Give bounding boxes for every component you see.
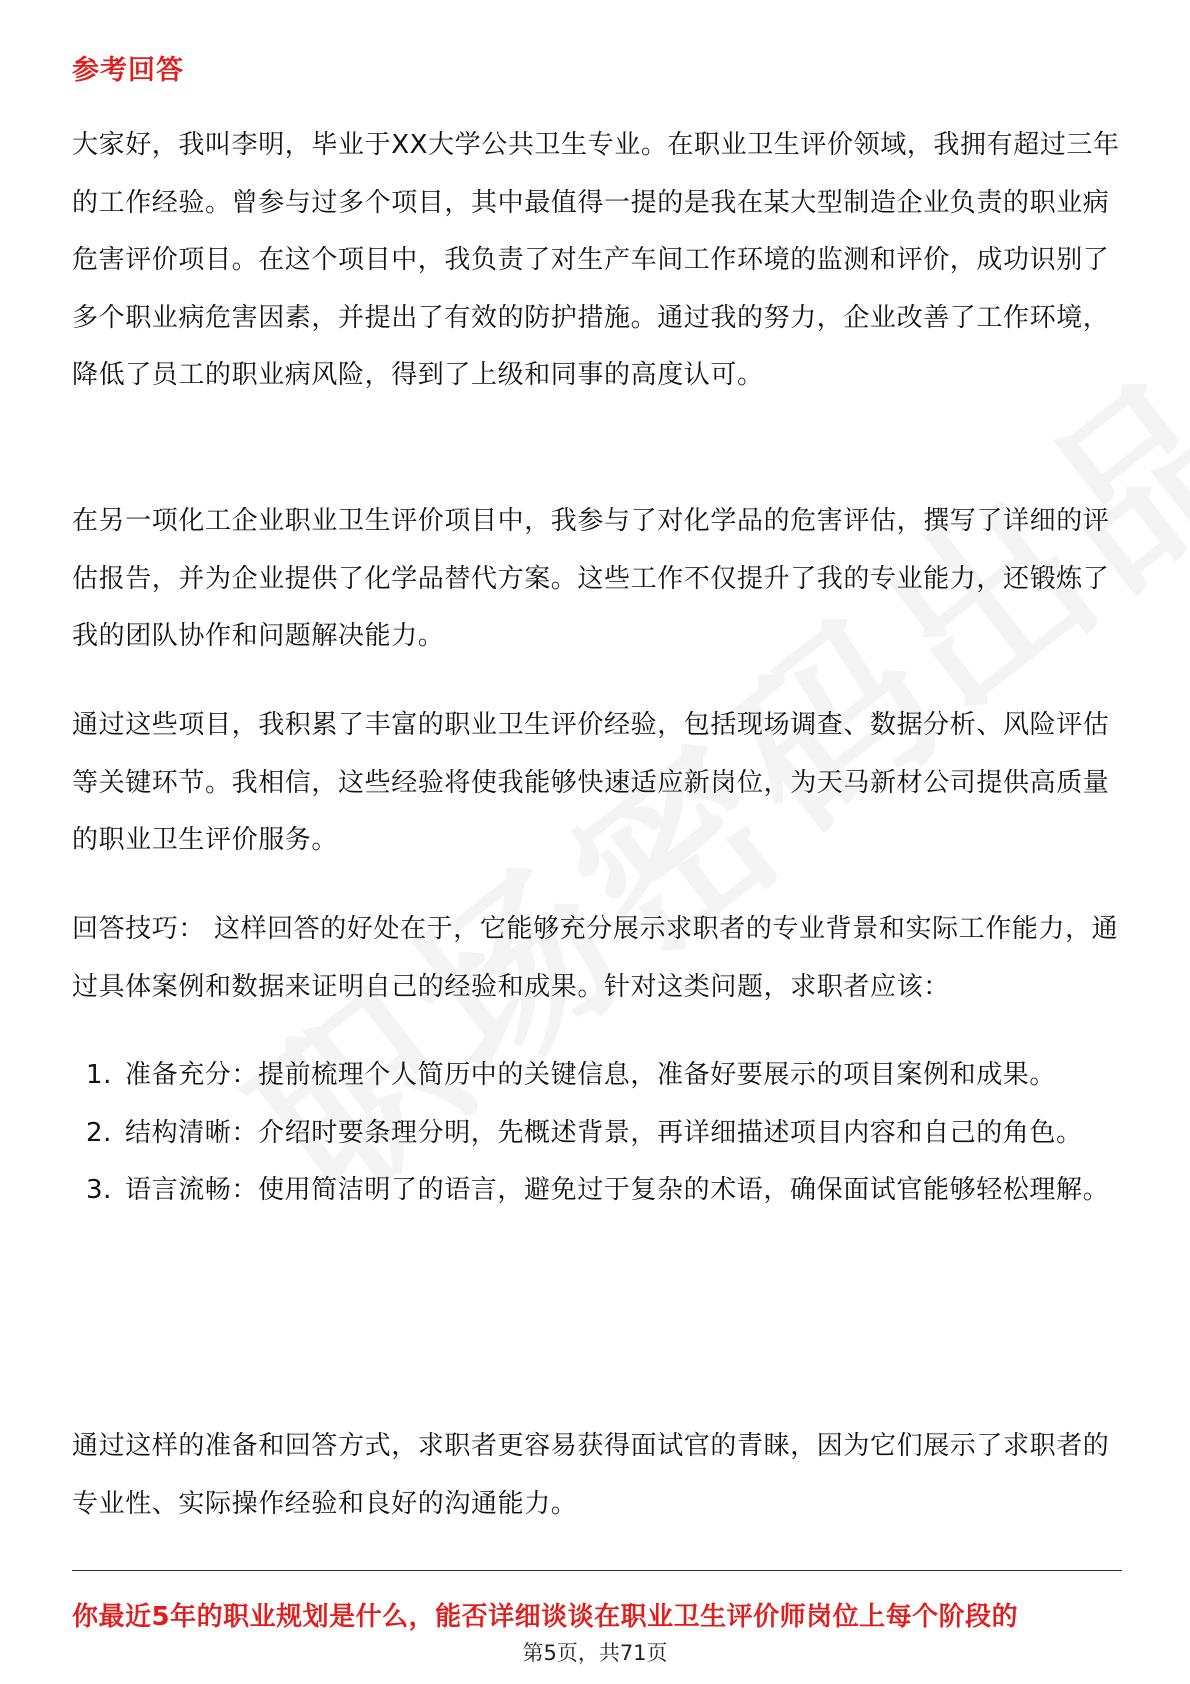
answer-paragraph-2: 在另一项化工企业职业卫生评价项目中，我参与了对化学品的危害评估，撰写了详细的评估报告，并为企业提供了化学品替代方案。这些工作不仅提升了我的专业能力，还锻炼了我的团队协作和问题解决能力。 xyxy=(72,506,1110,651)
list-item xyxy=(72,1105,1122,1163)
tips-label: 回答技巧： xyxy=(72,914,206,944)
list-item xyxy=(72,1047,1122,1105)
page-footer xyxy=(0,1634,1190,1684)
list-item-number: 2. xyxy=(86,1117,113,1148)
page-number: 第5页，共71页 xyxy=(516,1634,673,1672)
conclusion-paragraph: 通过这样的准备和回答方式，求职者更容易获得面试官的青睐，因为它们展示了求职者的专业性、实际操作经验和良好的沟通能力。 xyxy=(72,1431,1110,1519)
section-title: 参考回答 xyxy=(72,55,184,86)
tips-list xyxy=(72,1047,1122,1220)
list-item-text: 准备充分：提前梳理个人简历中的关键信息，准备好要展示的项目案例和成果。 xyxy=(125,1060,1057,1090)
list-item-number: 3. xyxy=(86,1175,113,1205)
list-item-text: 结构清晰：介绍时要条理分明，先概述背景，再详细描述项目内容和自己的角色。 xyxy=(125,1117,1083,1148)
section-divider xyxy=(72,1570,1122,1571)
list-item-text: 语言流畅：使用简洁明了的语言，避免过于复杂的术语，确保面试官能够轻松理解。 xyxy=(125,1175,1110,1205)
tips-paragraph xyxy=(72,901,1122,1016)
list-item xyxy=(72,1162,1122,1220)
next-question-heading: 你最近5年的职业规划是什么，能否详细谈谈在职业卫生评价师岗位上每个阶段的 xyxy=(72,1602,1019,1632)
answer-paragraph-3: 通过这些项目，我积累了丰富的职业卫生评价经验，包括现场调查、数据分析、风险评估等关键环节。我相信，这些经验将使我能够快速适应新岗位，为天马新材公司提供高质量的职业卫生评价服务。 xyxy=(72,710,1110,855)
answer-paragraph-1: 大家好，我叫李明，毕业于XX大学公共卫生专业。在职业卫生评价领域，我拥有超过三年的工作经验。曾参与过多个项目，其中最值得一提的是我在某大型制造企业负责的职业病危害评价项目。在这个项目中，我负责了对生产车间工作环境的监测和评价，成功识别了多个职业病危害因素，并提出了有效的防护措施。通过我的努力，企业改善了工作环境，降低了员工的职业病风险，得到了上级和同事的高度认可。 xyxy=(72,130,1120,390)
tips-intro: 这样回答的好处在于，它能够充分展示求职者的专业背景和实际工作能力，通过具体案例和数据来证明自己的经验和成果。针对这类问题，求职者应该： xyxy=(72,914,1119,1002)
list-item-number: 1. xyxy=(86,1060,113,1090)
